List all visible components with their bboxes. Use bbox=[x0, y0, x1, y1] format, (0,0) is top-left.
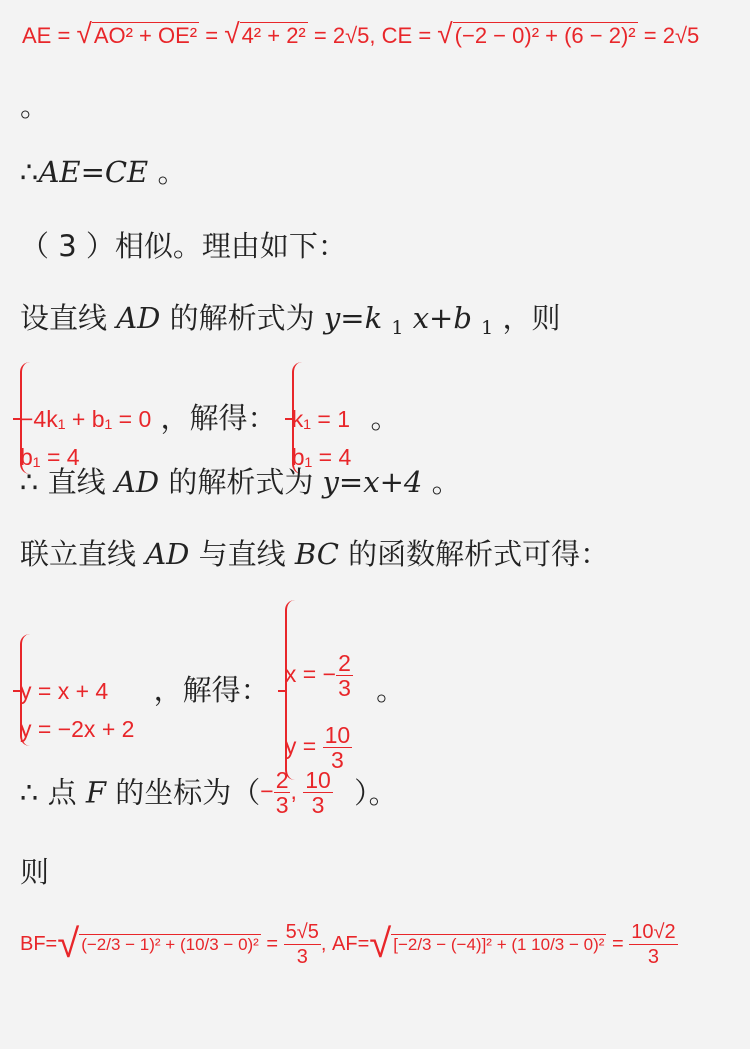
line-ad-setup: 设直线 AD 的解析式为 y=k $_1$ x+b $_1$ ，则 bbox=[20, 301, 561, 339]
line1-end: 。 bbox=[20, 89, 50, 123]
system-2: y = x + 4 y = −2x + 2 ，解得： x = − $\frac{2}{3}$ y = $\frac{10}{3}$ 。 bbox=[20, 598, 405, 782]
ce-result: 2√5 bbox=[662, 23, 700, 48]
ae-label: AE bbox=[22, 23, 52, 48]
part-3-heading: （ 3 ）相似。理由如下： bbox=[20, 229, 347, 263]
ce-label: CE bbox=[381, 23, 413, 48]
system-2-equations: y = x + 4 y = −2x + 2 bbox=[20, 632, 134, 748]
point-f-coords: ∴ 点 F 的坐标为（− $\frac{2}{3}$ , $\frac{10}{3}$ ）。 bbox=[20, 767, 398, 818]
system-1-equations: −4k₁ + b₁ = 0 b₁ = 4 bbox=[20, 360, 151, 476]
af-radicand: [−2/3 − (−4)]² + (1 10/3 − 0)² bbox=[393, 935, 605, 954]
line-ad-result: ∴ 直线 AD 的解析式为 y=x+4 。 bbox=[20, 465, 461, 499]
bf-radicand: (−2/3 − 1)² + (10/3 − 0)² bbox=[81, 935, 259, 954]
combine-lines: 联立直线 AD 与直线 BC 的函数解析式可得： bbox=[20, 537, 610, 571]
bf-af-formula: BF=√ (−2/3 − 1)² + (10/3 − 0)² = $\frac{5√5}{3}$ , AF=√ [−2/3 − (−4)]² + (1 10/3 − 0)² = $\frac{10√2}{3}$ bbox=[20, 921, 676, 968]
ce-radicand: (−2 − 0)² + (6 − 2)² bbox=[454, 23, 636, 48]
then-label: 则 bbox=[20, 855, 50, 889]
ae-radicand: AO² + OE² bbox=[93, 23, 198, 48]
system-1: −4k₁ + b₁ = 0 b₁ = 4 ，解得： k₁ = 1 b₁ = 4 。 bbox=[20, 360, 400, 476]
system-1-solution: k₁ = 1 b₁ = 4 bbox=[292, 360, 352, 476]
conclusion-ae-ce: ∴AE=CE 。 bbox=[20, 155, 187, 189]
system-2-solution: x = − $\frac{2}{3}$ y = $\frac{10}{3}$ bbox=[285, 598, 353, 782]
ae-ce-formula: AE = √AO² + OE² = √4² + 2² = 2√5, CE = √(−2 − 0)² + (6 − 2)² = 2√5 bbox=[22, 18, 700, 49]
ae-result: 2√5 bbox=[332, 23, 370, 48]
ae-value: 4² + 2² bbox=[241, 23, 306, 48]
